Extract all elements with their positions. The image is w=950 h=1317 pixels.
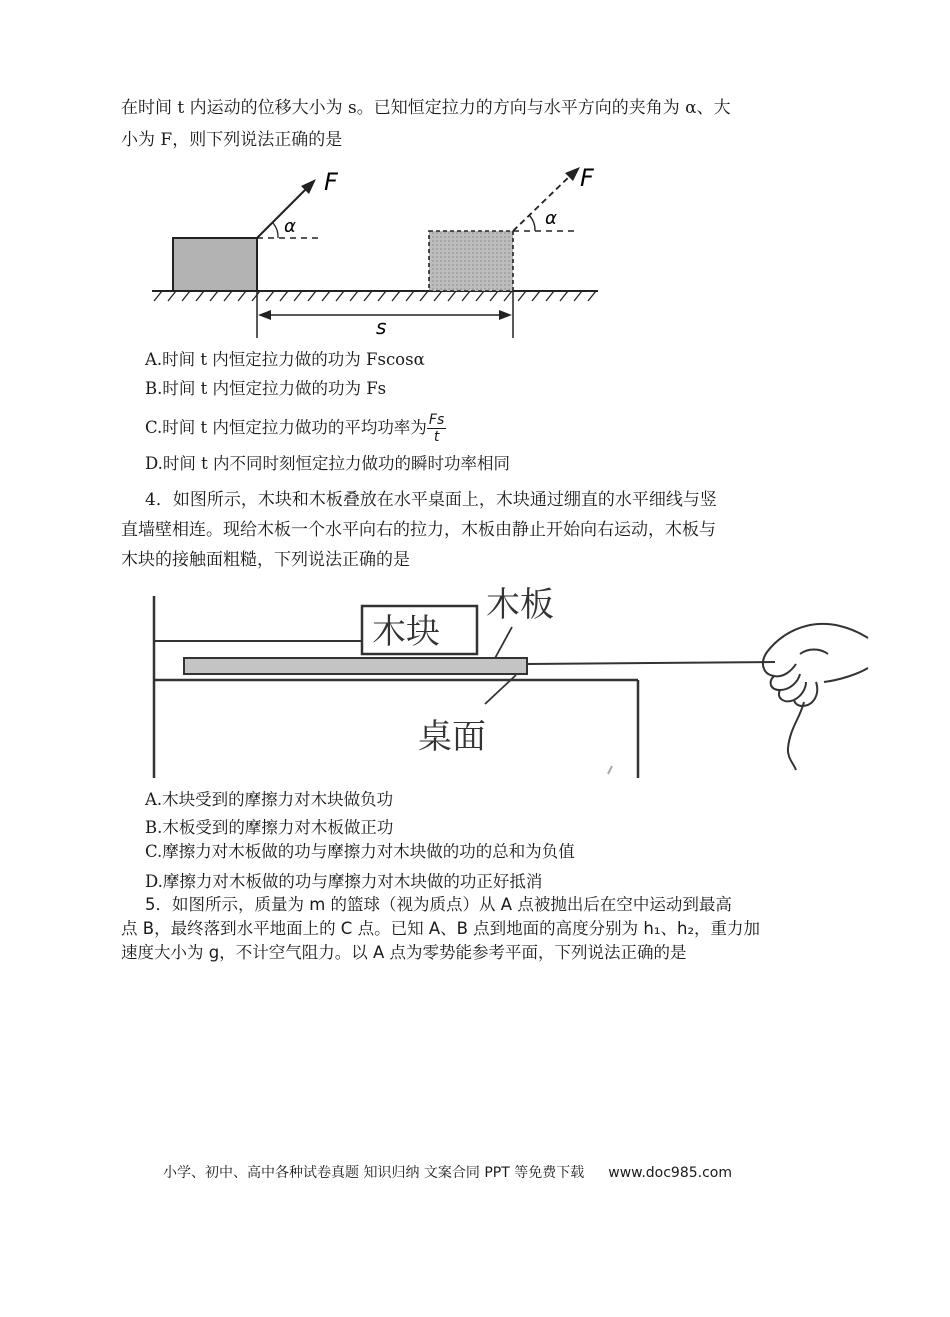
q3-option-d: D.时间 t 内不同时刻恒定拉力做功的瞬时功率相同 — [145, 454, 511, 473]
q3-stem-line-2: 小为 F，则下列说法正确的是 — [121, 130, 343, 150]
footer-link[interactable]: www.doc985.com — [608, 1165, 732, 1181]
q4-figure — [140, 578, 870, 778]
fraction-denominator: t — [433, 429, 440, 445]
q5-stem-line-2: 点 B，最终落到水平地面上的 C 点。已知 A、B 点到地面的高度分别为 h₁、h₂，重力加 — [121, 919, 761, 938]
q4-stem-line-3: 木块的接触面粗糙，下列说法正确的是 — [121, 550, 410, 570]
force-label-2: F — [580, 164, 594, 192]
power-fraction — [427, 412, 446, 445]
distance-label: s — [376, 315, 387, 339]
wood-board — [184, 658, 527, 674]
block-label: 木块 — [372, 612, 440, 652]
hand-icon — [763, 624, 868, 770]
angle-arc — [273, 223, 278, 238]
board-label: 木板 — [486, 585, 554, 625]
pull-string — [527, 662, 775, 664]
q3-figure — [140, 160, 610, 345]
q4-stem-line-1: 4．如图所示，木块和木板叠放在水平桌面上，木块通过绷直的水平细线与竖 — [145, 490, 717, 510]
table-label: 桌面 — [418, 717, 486, 757]
scan-mark — [608, 766, 612, 774]
angle-label-1: α — [284, 216, 296, 237]
angle-arc-2 — [529, 215, 535, 231]
q4-option-d: D.摩擦力对木板做的功与摩擦力对木块做的功正好抵消 — [145, 872, 543, 891]
q3-option-b: B.时间 t 内恒定拉力做的功为 Fs — [145, 379, 387, 398]
force-arrow-dashed — [513, 173, 573, 231]
q3-option-c — [145, 412, 446, 445]
block-final — [429, 231, 513, 291]
q4-option-b: B.木板受到的摩擦力对木板做正功 — [145, 818, 394, 837]
q3-stem-line-1: 在时间 t 内运动的位移大小为 s。已知恒定拉力的方向与水平方向的夹角为 α、大 — [121, 98, 731, 118]
board-leader — [494, 627, 512, 660]
force-label-1: F — [324, 168, 338, 196]
ground-hatch — [154, 291, 596, 301]
fraction-numerator: Fs — [428, 412, 445, 428]
angle-label-2: α — [545, 208, 557, 229]
footer-text: 小学、初中、高中各种试卷真题 知识归纳 文案合同 PPT 等免费下载 — [163, 1165, 585, 1181]
q3-option-c-text: C.时间 t 内恒定拉力做功的平均功率为 — [145, 418, 427, 437]
distance-arrow-left-icon — [258, 310, 271, 320]
q4-stem-line-2: 直墙壁相连。现给木板一个水平向右的拉力，木板由静止开始向右运动，木板与 — [121, 520, 716, 540]
q5-stem-line-1: 5．如图所示，质量为 m 的篮球（视为质点）从 A 点被抛出后在空中运动到最高 — [145, 895, 732, 914]
block-initial — [173, 238, 257, 291]
page-footer — [163, 1163, 732, 1183]
q4-option-a: A.木块受到的摩擦力对木块做负功 — [145, 790, 394, 809]
q3-option-a: A.时间 t 内恒定拉力做的功为 Fscosα — [145, 350, 425, 369]
q4-option-c: C.摩擦力对木板做的功与摩擦力对木块做的功的总和为负值 — [145, 842, 575, 861]
q5-stem-line-3: 速度大小为 g，不计空气阻力。以 A 点为零势能参考平面，下列说法正确的是 — [121, 943, 687, 962]
distance-arrow-right-icon — [499, 310, 512, 320]
